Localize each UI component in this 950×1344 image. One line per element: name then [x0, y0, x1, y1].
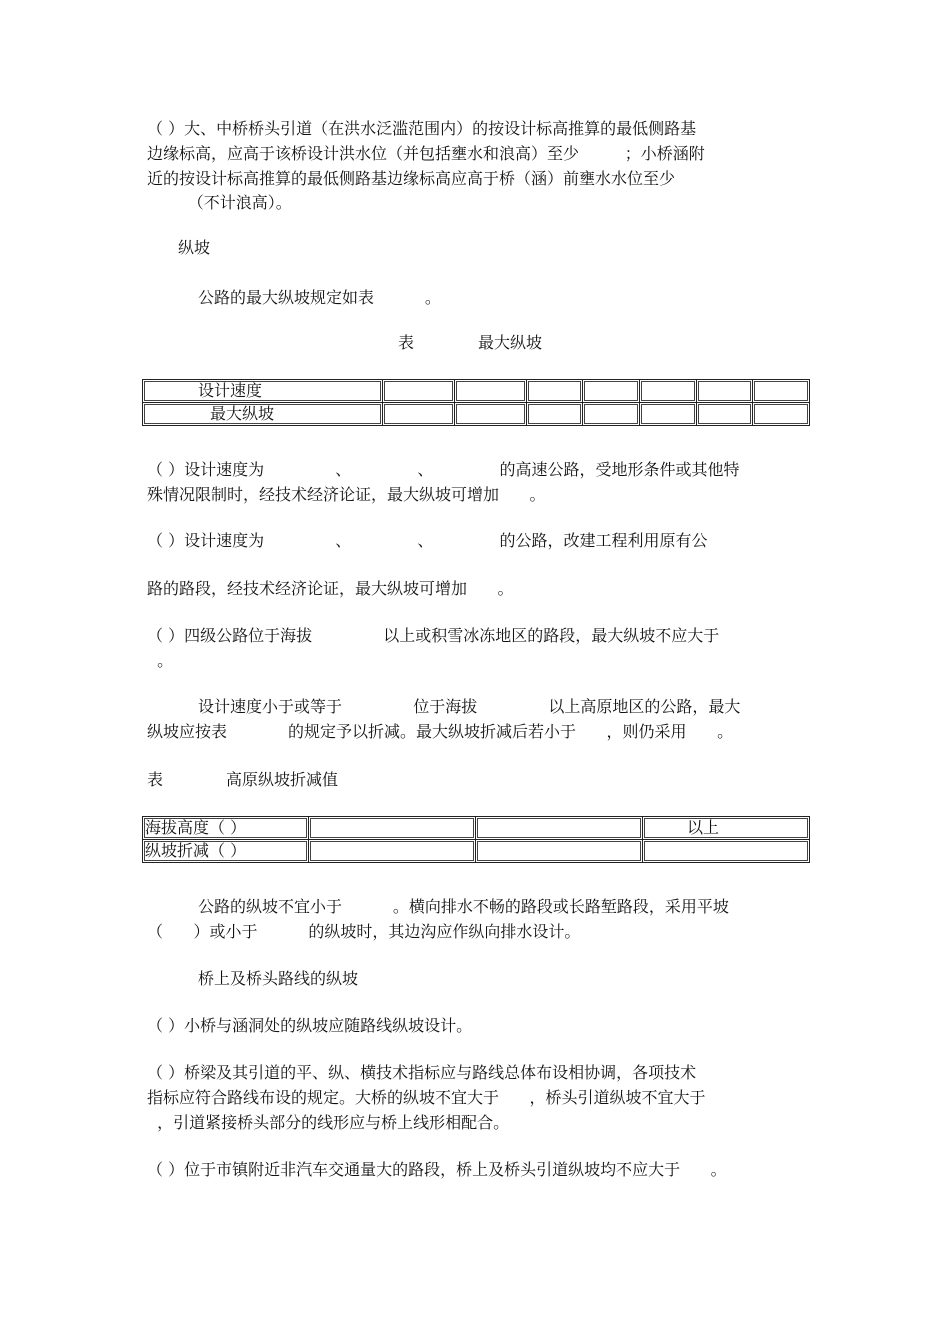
table-cell [309, 840, 476, 863]
paragraph-line: ，引道紧接桥头部分的线形应与桥上线形相配合。 [147, 1113, 510, 1132]
table-cell [753, 403, 810, 426]
table-cell: 设计速度 [143, 380, 383, 403]
table-cell [527, 380, 583, 403]
table-row [143, 817, 810, 840]
table-cell [455, 380, 527, 403]
plateau-reduction-table [142, 816, 810, 863]
paragraph-line: （不计浪高）。 [147, 193, 292, 212]
paragraph-line: 指标应符合路线布设的规定。大桥的纵坡不宜大于 ，桥头引道纵坡不宜大于 [147, 1088, 706, 1107]
table-row [143, 403, 810, 426]
table-cell [383, 380, 455, 403]
table-caption-prefix: 表 [398, 333, 415, 352]
paragraph-line: 殊情况限制时，经技术经济论证，最大纵坡可增加 。 [147, 485, 546, 504]
paragraph-line: （ ）大、中桥桥头引道（在洪水泛滥范围内）的按设计标高推算的最低侧路基 [147, 119, 697, 138]
table-cell: 纵坡折减（ ） [143, 840, 309, 863]
paragraph-line: 公路的纵坡不宜小于 。横向排水不畅的路段或长路堑路段，采用平坡 [198, 897, 729, 916]
table-cell [640, 403, 697, 426]
paragraph-line: （ ）设计速度为 、 、 的高速公路，受地形条件或其他特 [147, 460, 740, 479]
paragraph-line: （ ）小桥与涵洞处的纵坡应随路线纵坡设计。 [147, 1016, 473, 1035]
paragraph-line: （ ）四级公路位于海拔 以上或积雪冰冻地区的路段，最大纵坡不应大于 [147, 626, 720, 645]
paragraph-line: （ ）设计速度为 、 、 的公路，改建工程利用原有公 [147, 531, 708, 550]
table-cell [309, 817, 476, 840]
table-cell [697, 403, 753, 426]
table-cell: 以上 [643, 817, 810, 840]
paragraph-line: （ ）桥梁及其引道的平、纵、横技术指标应与路线总体布设相协调，各项技术 [147, 1063, 697, 1082]
paragraph-line: 设计速度小于或等于 位于海拔 以上高原地区的公路，最大 [198, 697, 741, 716]
paragraph-line: （ ）位于市镇附近非汽车交通量大的路段，桥上及桥头引道纵坡均不应大于 。 [147, 1160, 727, 1179]
section-heading: 桥上及桥头路线的纵坡 [198, 969, 359, 988]
paragraph-line: 纵坡应按表 的规定予以折减。最大纵坡折减后若小于 ，则仍采用 。 [147, 722, 734, 741]
max-slope-table [142, 379, 810, 426]
table-cell: 海拔高度（ ） [143, 817, 309, 840]
table-cell [583, 403, 640, 426]
paragraph-line: （ ）或小于 的纵坡时，其边沟应作纵向排水设计。 [147, 922, 581, 941]
table-cell [697, 380, 753, 403]
table-row [143, 380, 810, 403]
table-cell [476, 840, 643, 863]
table-row [143, 840, 810, 863]
table-cell [527, 403, 583, 426]
table-cell [476, 817, 643, 840]
table-cell [643, 840, 810, 863]
section-heading: 纵坡 [178, 238, 211, 257]
table-cell [753, 380, 810, 403]
table-cell [383, 403, 455, 426]
table-cell [640, 380, 697, 403]
table-caption-title: 最大纵坡 [478, 333, 543, 352]
table-caption-prefix: 表 [147, 770, 164, 789]
paragraph-line: 边缘标高，应高于该桥设计洪水位（并包括壅水和浪高）至少 ；小桥涵附 [147, 144, 705, 163]
table-cell [455, 403, 527, 426]
paragraph-line: 公路的最大纵坡规定如表 。 [198, 288, 441, 307]
paragraph-line: 。 [147, 651, 174, 670]
paragraph-line: 近的按设计标高推算的最低侧路基边缘标高应高于桥（涵）前壅水水位至少 [147, 169, 676, 188]
table-cell: 最大纵坡 [143, 403, 383, 426]
table-cell [583, 380, 640, 403]
table-caption-title: 高原纵坡折减值 [226, 770, 339, 789]
paragraph-line: 路的路段，经技术经济论证，最大纵坡可增加 。 [147, 579, 514, 598]
